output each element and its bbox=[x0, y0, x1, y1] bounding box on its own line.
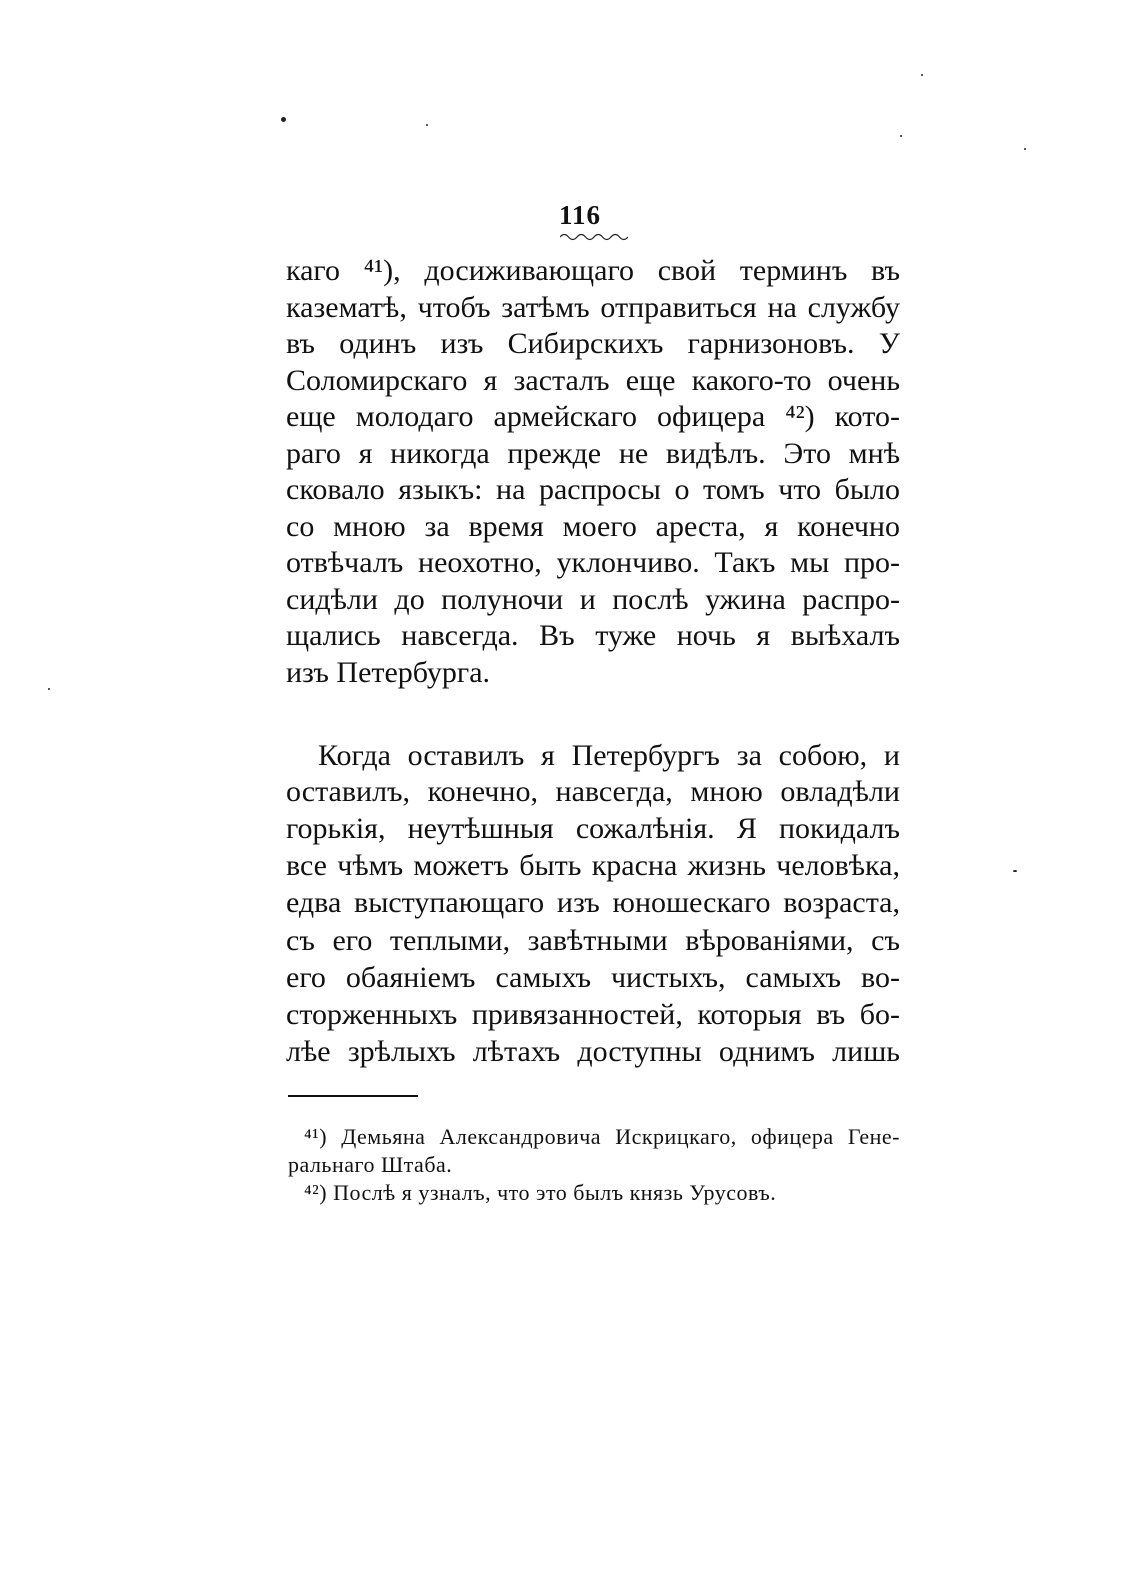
scan-speck bbox=[48, 688, 50, 690]
body-line: горькія, неутѣшныя сожалѣнія. Я покидалъ bbox=[286, 812, 900, 845]
scan-speck bbox=[900, 135, 902, 137]
page-number-ornament bbox=[560, 232, 628, 242]
page-number: 116 bbox=[558, 200, 601, 230]
scan-speck bbox=[1024, 148, 1026, 150]
footnote-line: ральнаго Штаба. bbox=[288, 1152, 453, 1177]
body-line: сидѣли до полуночи и послѣ ужина распро- bbox=[286, 583, 900, 616]
body-line: лѣе зрѣлыхъ лѣтахъ доступны однимъ лишь bbox=[286, 1035, 900, 1068]
body-line: въ одинъ изъ Сибирскихъ гарнизоновъ. У bbox=[286, 327, 900, 360]
body-line: еще молодаго армейскаго офицера ⁴²) кото- bbox=[286, 400, 900, 433]
body-line: съ его теплыми, завѣтными вѣрованіями, съ bbox=[286, 924, 900, 957]
body-line: каго ⁴¹), досиживающаго свой терминъ въ bbox=[286, 254, 900, 287]
scan-speck bbox=[281, 117, 286, 122]
body-line: отвѣчалъ неохотно, уклончиво. Такъ мы про- bbox=[286, 546, 900, 579]
body-line: едва выступающаго изъ юношескаго возраста, bbox=[286, 886, 900, 919]
body-line: щались навсегда. Въ туже ночь я выѣхалъ bbox=[286, 619, 900, 652]
body-line: сковало языкъ: на распросы о томъ что было bbox=[286, 473, 900, 506]
body-line: Соломирскаго я засталъ еще какого-то очень bbox=[286, 364, 900, 397]
body-line: изъ Петербурга. bbox=[286, 656, 491, 689]
body-line: сторженныхъ привязанностей, которыя въ бо- bbox=[286, 998, 900, 1031]
scan-speck bbox=[426, 124, 428, 126]
footnote-line: ⁴²) Послѣ я узналъ, что это былъ князь Урусовъ. bbox=[304, 1180, 777, 1205]
body-line: его обаяніемъ самыхъ чистыхъ, самыхъ во- bbox=[286, 961, 900, 994]
body-line: оставилъ, конечно, навсегда, мною овладѣли bbox=[286, 775, 900, 808]
scan-speck bbox=[921, 74, 923, 76]
body-line: со мною за время моего ареста, я конечно bbox=[286, 510, 900, 543]
footnote-line: ⁴¹) Демьяна Александровича Искрицкаго, офицера Гене- bbox=[304, 1124, 900, 1149]
body-line: Когда оставилъ я Петербургъ за собою, и bbox=[318, 739, 900, 772]
scan-speck bbox=[1013, 870, 1017, 872]
body-line: все чѣмъ можетъ быть красна жизнь человѣка, bbox=[286, 849, 900, 882]
footnote-rule bbox=[288, 1095, 418, 1097]
body-line: раго я никогда прежде не видѣлъ. Это мнѣ bbox=[286, 437, 900, 470]
body-line: казематѣ, чтобъ затѣмъ отправиться на службу bbox=[286, 291, 900, 324]
